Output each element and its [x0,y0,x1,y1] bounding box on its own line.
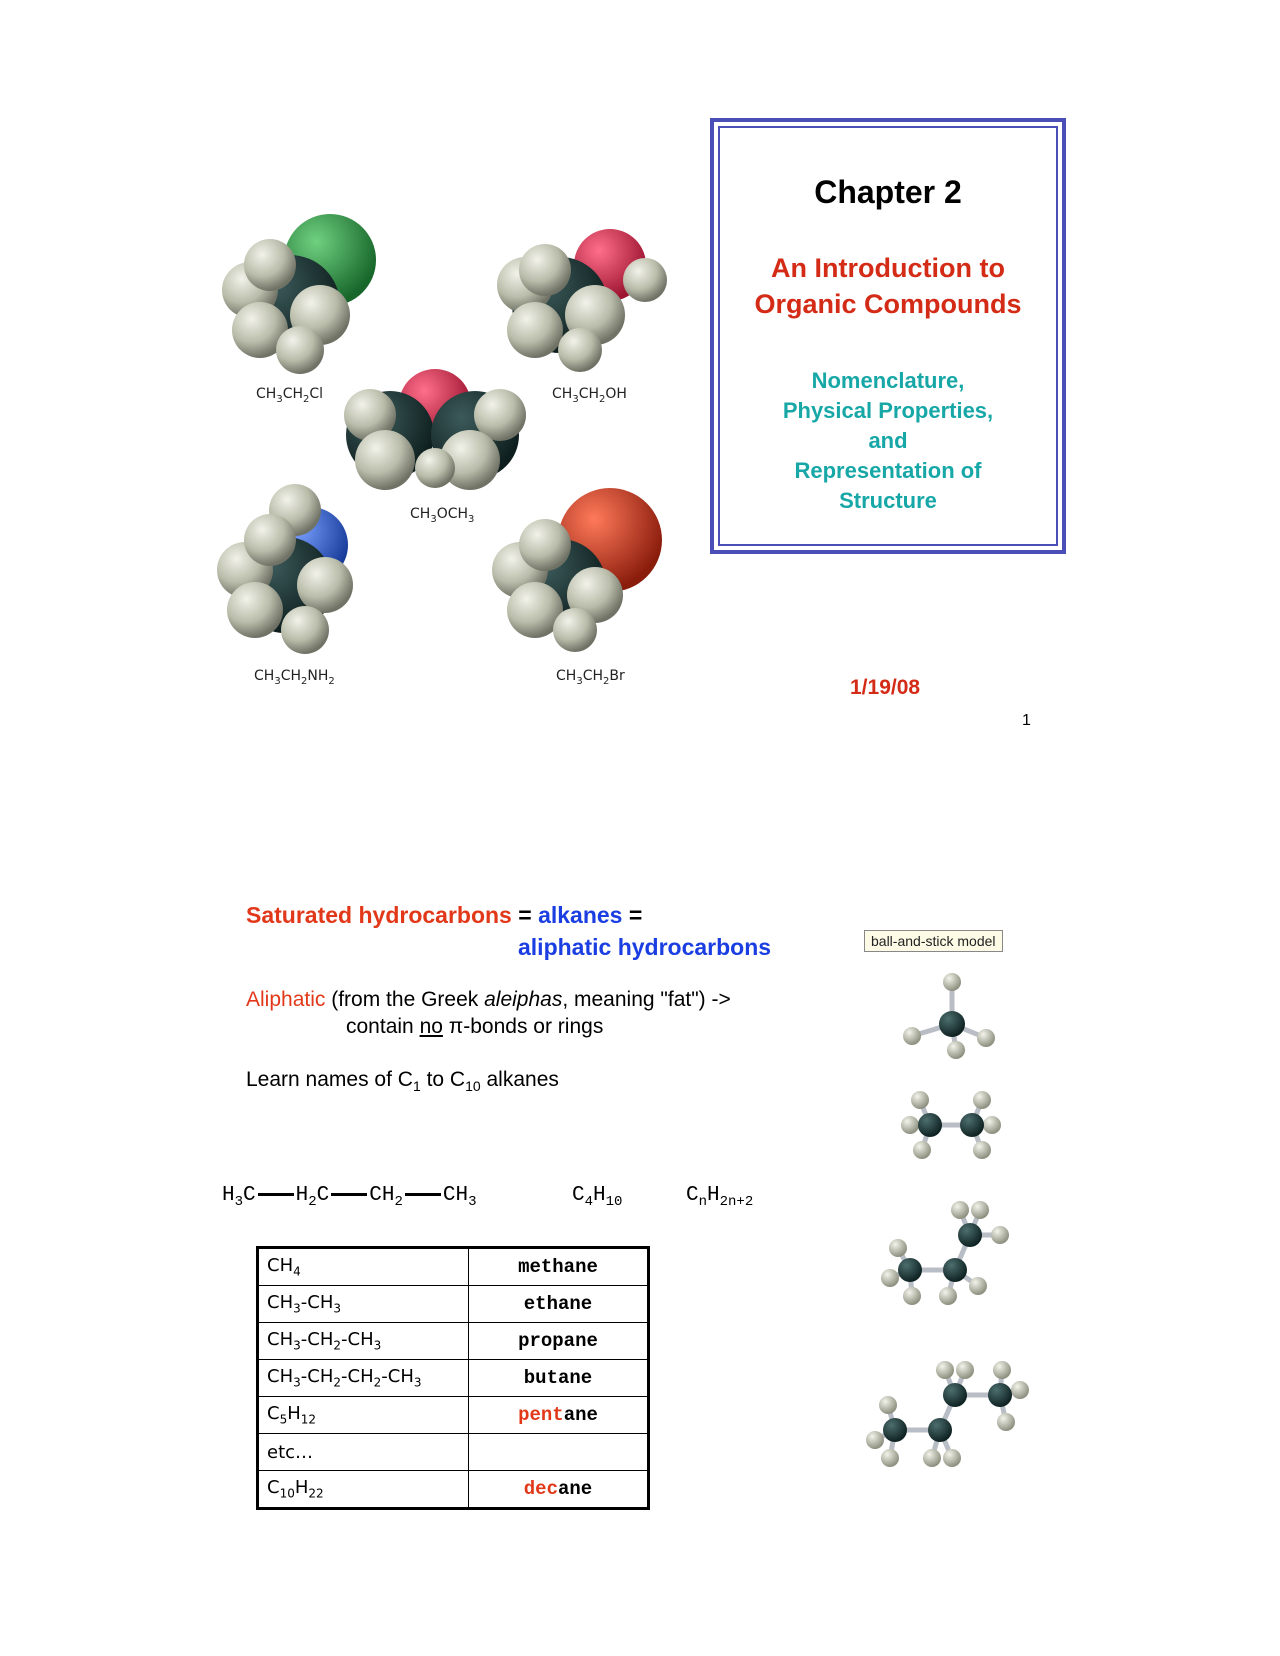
table-row [258,1397,649,1434]
molecular-formula-c4h10: $C_4H_{10}$ [572,1184,623,1211]
formula-cell: $CH_3-CH_2-CH_3$ [258,1323,469,1360]
name-cell: decane [469,1471,649,1509]
molecule-ethylamine [217,484,353,654]
slide-1 [0,0,1280,760]
space-filling-models-figure [200,190,700,680]
butane-model [866,1361,1029,1467]
title-box [710,118,1066,554]
name-cell: methane [469,1248,649,1286]
name-cell: propane [469,1323,649,1360]
name-cell [469,1434,649,1471]
table-row [258,1248,649,1286]
aliphatic-definition: Aliphatic (from the Greek aleiphas, meaning "fat") -> [246,988,731,1011]
table-row [258,1434,649,1471]
ball-and-stick-badge: ball-and-stick model [864,930,1003,952]
molecule-bromoethane [492,488,662,652]
formula-cell: $CH_4$ [258,1248,469,1286]
slide-date: 1/19/08 [850,676,921,699]
ball-and-stick-models-figure [860,960,1040,1500]
molecule-ethanol [497,229,667,372]
molecule-label: $CH_3OCH_3$ [410,506,475,525]
molecule-label: $CH_3CH_2Br$ [556,668,625,687]
formula-cell: $C_5H_{12}$ [258,1397,469,1434]
molecule-chloroethane [222,214,376,374]
chapter-topics: Nomenclature, Physical Properties, and Representation of Structure [782,368,994,513]
formula-cell: $CH_3-CH_2-CH_2-CH_3$ [258,1360,469,1397]
molecule-dimethyl-ether [344,369,526,490]
molecule-label: $CH_3CH_2OH$ [552,386,627,405]
table-row [258,1360,649,1397]
butane-chain-formula: $H_3C$ $H_2C$ $CH_2$ $CH_3$ [222,1184,477,1211]
aliphatic-definition-2: contain no π-bonds or rings [346,1015,604,1038]
page-number: 1 [1022,712,1031,729]
alkane-names-table [256,1246,650,1510]
general-formula: $C_nH_{2n+2}$ [686,1184,754,1211]
formula-cell: $C_{10}H_{22}$ [258,1471,469,1509]
molecule-label: $CH_3CH_2Cl$ [256,386,324,405]
heading-line-2: aliphatic hydrocarbons [518,934,772,960]
table-row [258,1471,649,1509]
table-row [258,1323,649,1360]
learn-names-line: Learn names of $C_1$ to $C_{10}$ alkanes [246,1068,559,1095]
chapter-subtitle: An Introduction to Organic Compounds [754,253,1022,319]
formula-cell: $CH_3-CH_3$ [258,1286,469,1323]
table-row [258,1286,649,1323]
chapter-title: Chapter 2 [814,174,962,210]
name-cell: pentane [469,1397,649,1434]
molecule-label: $CH_3CH_2NH_2$ [254,668,335,687]
name-cell: ethane [469,1286,649,1323]
heading-line-1: Saturated hydrocarbons = alkanes = [246,902,643,928]
name-cell: butane [469,1360,649,1397]
propane-model [881,1201,1009,1305]
methane-model [903,973,995,1059]
formula-cell: etc… [258,1434,469,1471]
ethane-model [901,1091,1001,1159]
